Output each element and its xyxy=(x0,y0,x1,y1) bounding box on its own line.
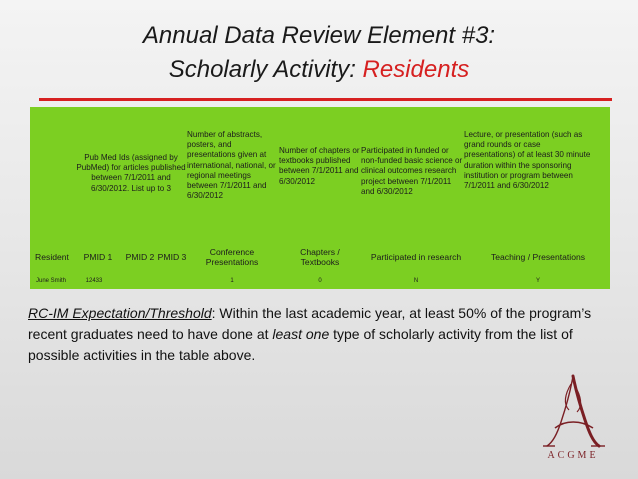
acgme-a-logo-icon xyxy=(535,372,611,452)
column-header-research: Participated in research xyxy=(370,252,462,262)
cell-pmid1: 12433 xyxy=(85,278,103,284)
column-header-teaching: Teaching / Presentations xyxy=(490,252,586,262)
acgme-logo xyxy=(535,372,611,464)
expectation-text-2: type of scholarly activity from the list of possible activities in the table above. xyxy=(28,326,573,363)
title-prefix: Scholarly Activity: xyxy=(168,56,363,83)
column-header-conference: Conference Presentations xyxy=(205,247,259,268)
cell-conference: 1 xyxy=(230,278,234,284)
header-note-chapters: Number of chapters or textbooks published between 7/1/2011 and 6/30/2012 xyxy=(279,146,360,186)
slide-title-line1: Annual Data Review Element #3: xyxy=(142,22,496,49)
column-header-pmid3: PMID 3 xyxy=(157,252,187,262)
cell-chapters: 0 xyxy=(318,278,322,284)
expectation-text-1: : Within the last academic year, at least 50% of the program’s recent graduates need to have done at xyxy=(28,305,592,342)
column-header-chapters: Chapters / Textbooks xyxy=(300,247,340,268)
column-header-pmid2: PMID 2 xyxy=(125,252,155,262)
expectation-paragraph xyxy=(28,303,618,366)
header-note-research: Participated in funded or non-funded basic science or clinical outcomes research project between 7/1/2011 and 6/30/2012 xyxy=(361,146,463,196)
title-underline-rule xyxy=(39,98,612,101)
header-note-pubmed: Pub Med Ids (assigned by PubMed) for articles published between 7/1/2011 and 6/30/2012. List up to 3 xyxy=(76,153,186,193)
title-accent: Residents xyxy=(362,56,470,83)
header-note-lecture: Lecture, or presentation (such as grand rounds or case presentations) of at least 30 minute duration within the sponsoring institution or program between 7/1/2011 and 6/30/2012 xyxy=(464,130,591,191)
expectation-label: RC-IM Expectation/Threshold xyxy=(28,305,212,321)
cell-resident: June Smith xyxy=(35,278,66,284)
expectation-emphasis: least one xyxy=(272,326,330,342)
acgme-logo-text: ACGME xyxy=(547,450,599,461)
cell-research: N xyxy=(413,278,419,284)
column-header-pmid1: PMID 1 xyxy=(83,252,113,262)
cell-teaching: Y xyxy=(535,278,540,284)
header-note-abstracts: Number of abstracts, posters, and presentations given at international, national, or regional meetings between 7/1/2011 and 6/30/2012 xyxy=(187,130,276,201)
column-header-resident: Resident xyxy=(35,252,69,262)
slide-title-line2 xyxy=(40,56,598,84)
